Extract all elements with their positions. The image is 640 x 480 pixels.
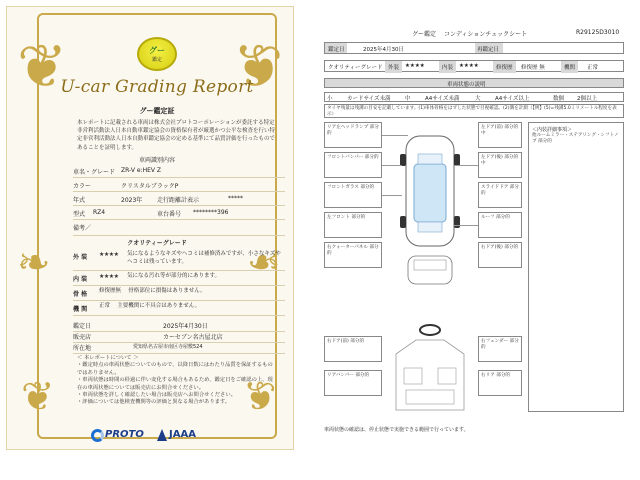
sheet-header-title: グー鑑定 コンディションチェックシート: [412, 31, 528, 38]
damage-note: 右リア 部分的: [478, 370, 522, 396]
grade-stars: ★★★★: [99, 251, 119, 258]
certificate-title: U-car Grading Report: [60, 77, 254, 97]
vehicle-name-value: ZR-V e:HEV Z: [121, 167, 161, 174]
reappraisal-label: 再鑑定日: [477, 47, 500, 53]
vehicle-name-label: 車名・グレード: [73, 169, 116, 176]
location-row: [73, 340, 285, 354]
status-section-label: 車両状態の説明: [447, 82, 486, 88]
damage-note: スライドドア 部分的: [478, 182, 522, 208]
mileage-label: 走行距離計表示: [157, 197, 200, 204]
damage-note: 左ドア(前) 部分的 中: [478, 122, 522, 148]
legend-notes: タイヤ残量は残溝の目安を記載しています。(1)車体骨格をはずした状態で目視確認。(2)溝を計測（【例】(5)=残溝5.0ミリメートル程度を表示）: [327, 106, 617, 117]
vehicle-year-label: 年式: [73, 197, 86, 204]
certificate-intro: 本レポートに記載される車両は株式会社プロトコーポレーションが委託する特定非営利活動法人日本自動車鑑定協会の資格保有者が厳選かつ公平な検査を行い特定非営利活動法人日本自動車鑑定協会の定める基準にて品質評価を行ったものであることを証明します。: [77, 120, 276, 151]
leader-line: [382, 135, 408, 136]
sheet-date-row: [324, 42, 624, 54]
dealer-label: 販売店: [73, 334, 92, 341]
condition-check-sheet: [318, 24, 634, 456]
interior-notes: 他ルームミラー・ステアリング・シフトノブ 部分的: [532, 133, 619, 144]
vehicle-model-value: RZ4: [93, 209, 106, 216]
appraisal-date-label: 鑑定日: [328, 47, 345, 53]
grade-label: 内装: [439, 61, 456, 73]
badge-line2: 鑑定: [151, 57, 162, 63]
grade-row-interior: [73, 271, 285, 286]
size-legend-label: 中: [405, 96, 411, 102]
grade-row-frame: [73, 286, 285, 301]
sheet-footer: 車両状態の確認は、停止状態で実施できる範囲で行っています。: [324, 427, 469, 433]
vehicle-year-row: [73, 192, 285, 206]
leader-line: [382, 195, 402, 196]
grade-label: 外 装: [73, 254, 88, 261]
note-line: ・鑑定時点の車両状態についてのもので、以降日数にはわたり品質を保証するものではありません。: [77, 362, 273, 376]
vehicle-name-row: [73, 164, 285, 178]
mileage-value: *****: [228, 195, 243, 202]
size-legend-label: 大: [475, 96, 481, 102]
grade-value: ★★★★: [459, 63, 479, 69]
size-legend-desc: A4サイズ以上: [495, 96, 530, 102]
badge-line1: グー: [149, 46, 165, 55]
damage-note: フロントガラス 部分的: [324, 182, 382, 208]
damage-note: 右ドア(後) 部分的: [478, 242, 522, 268]
jaaa-logo-mark: [157, 429, 167, 441]
legend-notes-row: [324, 104, 624, 118]
damage-note: リアバンパー 部分的: [324, 370, 382, 396]
chassis-value: ********396: [193, 209, 229, 216]
leader-line: [454, 165, 478, 166]
quality-grade-label: クオリティーグレード: [328, 65, 383, 71]
grade-comment: 正常 主要機関に不具合はありません。: [99, 303, 201, 309]
vehicle-model-label: 型式: [73, 211, 86, 218]
jaaa-logo: JAAA: [169, 429, 196, 440]
vehicle-contents-label: 車両識別内容: [138, 157, 175, 164]
flourish-ornament-left: ❦: [17, 32, 68, 102]
appraisal-date-value: 2025年4月30日: [363, 47, 404, 53]
size-legend-desc: カードサイズ未満: [347, 96, 391, 102]
vehicle-model-row: [73, 206, 285, 220]
location-value: 愛知県名古屋市南区寺屋敷524: [133, 344, 203, 350]
vehicle-year-value: 2023年: [121, 197, 143, 204]
leader-line: [454, 225, 478, 226]
grade-value: 正常: [587, 65, 599, 71]
flourish-ornament-right: ❦: [233, 32, 284, 102]
grade-comment: 気になるようなキズやヘコミは補修済みですが、小さなキズやヘコミは残っています。: [127, 251, 281, 265]
size-legend-label: 小: [327, 96, 333, 102]
note-line: ・車両状態は時間の経過に伴い変化する場合もあるため、鑑定日をご確認の上、現在の車両状態については販売店にお問合せください。: [77, 377, 273, 391]
chassis-label: 車台番号: [157, 211, 182, 218]
report-notes: [77, 355, 277, 407]
grade-value: ★★★★: [405, 63, 425, 69]
damage-note: 左フロント 部分的: [324, 212, 382, 238]
grade-label: 外装: [385, 61, 402, 73]
flourish-ornament-bottom-left: ❦: [21, 374, 55, 420]
size-legend-desc: 2個以上: [577, 96, 597, 102]
damage-note: 右ドア(前) 部分的: [324, 336, 382, 362]
size-legend-desc: A4サイズ未満: [425, 96, 460, 102]
interior-notes-box: [528, 122, 624, 412]
proto-logo-mark: [91, 429, 104, 442]
note-line: ・評価については他検査機関等の評価と異なる場合があります。: [77, 399, 231, 406]
goo-appraisal-badge: [137, 37, 177, 71]
vehicle-color-row: [73, 178, 285, 192]
vehicle-color-value: クリスタルブラックP: [121, 183, 179, 190]
grading-certificate: [6, 6, 294, 450]
leader-line: [382, 165, 402, 166]
vehicle-remarks-row: [73, 220, 285, 236]
grade-label: 修復歴: [493, 61, 516, 73]
grade-label: 骨 格: [73, 291, 88, 298]
sheet-doc-id: R29125D3010: [576, 29, 620, 36]
grade-comment: 修復歴無 骨格部位に損傷はありません。: [99, 288, 206, 294]
damage-note: フロントバンパー 部分的: [324, 152, 382, 178]
quality-grade-label: クオリティーグレード: [127, 240, 187, 247]
grade-label: 内 装: [73, 276, 88, 283]
size-legend-label: 数個: [553, 96, 565, 102]
flourish-ornament-mid-right: ❧: [247, 240, 281, 286]
damage-note: リア左ヘッドランプ 部分的: [324, 122, 382, 148]
proto-logo: PROTO: [105, 429, 144, 440]
grade-row-engine: [73, 301, 285, 316]
dealer-value: カーセブン名古屋北店: [163, 334, 223, 341]
grade-label: 機 関: [73, 306, 88, 313]
certificate-heading: グー鑑定証: [139, 107, 175, 115]
appraisal-date-value: 2025年4月30日: [163, 323, 208, 330]
damage-note: 左ドア(後) 部分的 中: [478, 152, 522, 178]
grade-value: 修復歴 無: [521, 65, 545, 71]
flourish-ornament-mid-left: ❧: [17, 240, 51, 286]
vehicle-remarks-label: 備考／: [73, 225, 92, 232]
vehicle-color-label: カラー: [73, 183, 92, 190]
car-diagram: [386, 124, 474, 414]
damage-note: 右クォーターパネル 部分的: [324, 242, 382, 268]
interior-notes-title: ＜内装詳細事項＞: [532, 127, 573, 133]
damage-note: 右フェンダー 部分的: [478, 336, 522, 362]
status-section-header: [324, 78, 624, 88]
location-label: 所在地: [73, 345, 92, 352]
grade-comment: 気になる汚れ等が部分的にあります。: [127, 273, 221, 279]
note-line: ＜ 本レポートについて ＞: [77, 355, 139, 361]
grade-label: 機関: [561, 61, 578, 73]
size-legend-row: [324, 92, 624, 102]
grade-row-exterior: [73, 249, 285, 271]
appraisal-date-label: 鑑定日: [73, 323, 92, 330]
flourish-ornament-bottom-right: ❦: [243, 374, 277, 420]
sheet-grades-row: [324, 60, 624, 72]
grade-stars: ★★★★: [99, 273, 119, 280]
damage-note: ルーフ 部分的: [478, 212, 522, 238]
note-line: ・車両状態を詳しく確認したい場合は販売店へお問合せください。: [77, 392, 236, 399]
